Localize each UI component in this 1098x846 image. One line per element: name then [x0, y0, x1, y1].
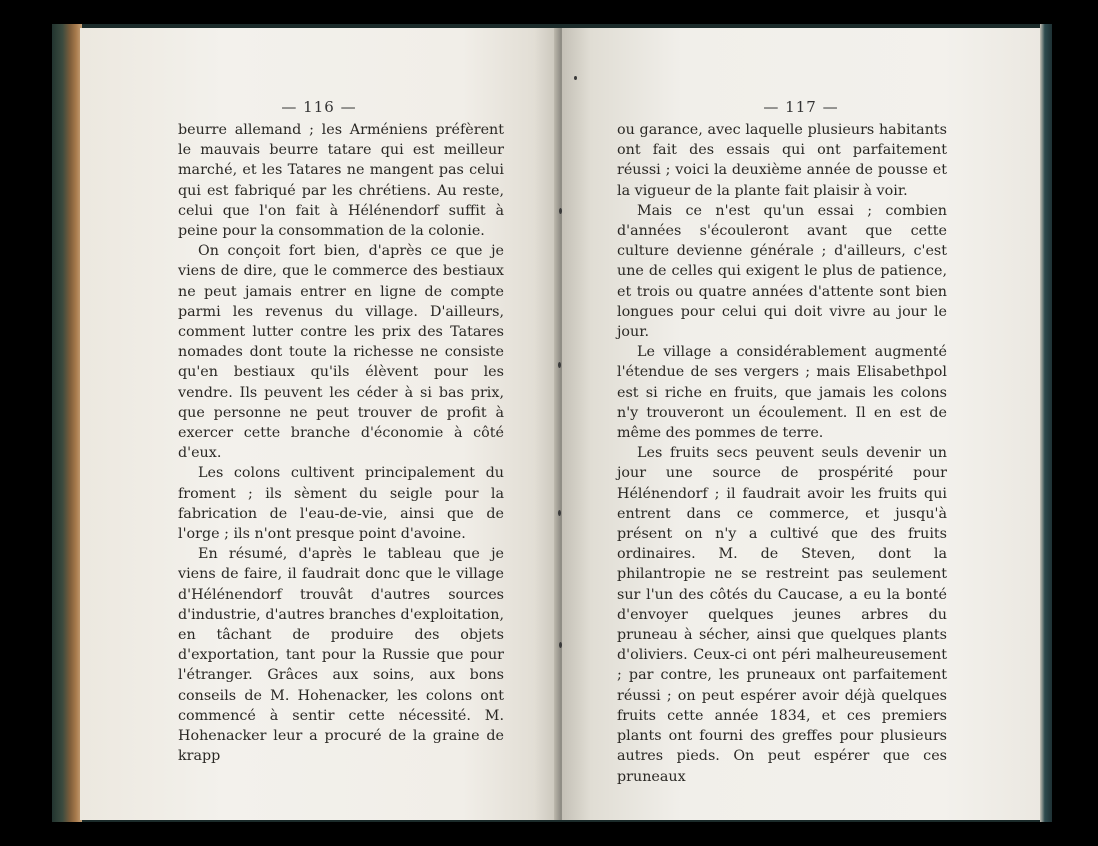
- left-paragraph-1: beurre allemand ; les Arméniens préfèrent le mauvais beurre tatare qui est meilleur marché, et les Tatares ne mangent pas celui qui est fabriqué par les chrétiens. Au reste, celui que l'on fait à Hélénendorf suffit à peine pour la consommation de la colonie.: [178, 122, 504, 240]
- right-paragraph-4: Les fruits secs peuvent seuls devenir un jour une source de prospérité pour Hélénendorf ; il faudrait avoir les fruits qui entrent dans ce commerce, et jusqu'à présent on n'y a cultivé que des fruits ordinaires. M. de Steven, dont la philantropie ne se restreint pas seulement sur l'un des côtés du Caucase, a eu la bonté d'envoyer quelques jeunes arbres du pruneau à sécher, ainsi que quelques plants d'oliviers. Ceux-ci ont péri malheureusement ; par contre, les pruneaux ont parfaitement réussi ; on peut espérer avoir déjà quelques fruits cette année 1834, et ces premiers plants ont fourni des greffes pour plusieurs autres pieds. On peut espérer que ces pruneaux: [617, 445, 947, 785]
- left-page: [80, 28, 558, 820]
- left-cover-edge: [52, 24, 82, 822]
- ink-speck: [574, 76, 577, 80]
- left-page-text: [178, 120, 504, 767]
- right-page: [562, 28, 1040, 820]
- ink-speck: [558, 362, 561, 368]
- right-paragraph-3: Le village a considérablement augmenté l'étendue de ses vergers ; mais Elisabethpol est si riche en fruits, que jamais les colons n'y trouveront un écoulement. Il en est de même des pommes de terre.: [617, 344, 947, 442]
- left-page-number: — 116 —: [281, 98, 357, 116]
- left-paragraph-2: On conçoit fort bien, d'après ce que je viens de dire, que le commerce des bestiaux ne peut jamais entrer en ligne de compte parmi les revenus du village. D'ailleurs, comment lutter contre les prix des Tatares nomades dont toute la richesse ne consiste qu'en bestiaux qu'ils élèvent pour les vendre. Ils peuvent les céder à si bas prix, que personne ne peut trouver de profit à exercer cette branche d'économie à côté d'eux.: [178, 243, 504, 462]
- right-paragraph-2: Mais ce n'est qu'un essai ; combien d'années s'écouleront avant que cette culture devienne générale ; d'ailleurs, c'est une de celles qui exigent le plus de patience, et trois ou quatre années d'attente sont bien longues pour celui qui doit vivre au jour le jour.: [617, 202, 947, 341]
- left-paragraph-3: Les colons cultivent principalement du froment ; ils sèment du seigle pour la fabrication de l'eau-de-vie, ainsi que de l'orge ; ils n'ont presque point d'avoine.: [178, 465, 504, 543]
- right-page-number: — 117 —: [763, 98, 839, 116]
- right-page-text: [617, 120, 947, 787]
- ink-speck: [559, 208, 562, 214]
- left-paragraph-4: En résumé, d'après le tableau que je viens de faire, il faudrait donc que le village d'Hélénendorf trouvât d'autres sources d'industrie, d'autres branches d'exploitation, en tâchant de produire des objets d'exportation, tant pour la Russie que pour l'étranger. Grâces aux soins, aux bons conseils de M. Hohenacker, les colons ont commencé à sentir cette nécessité. M. Hohenacker leur a procuré de la graine de krapp: [178, 546, 504, 765]
- ink-speck: [559, 642, 562, 648]
- right-cover-edge: [1040, 24, 1052, 822]
- ink-speck: [558, 510, 561, 516]
- right-paragraph-1: ou garance, avec laquelle plusieurs habitants ont fait des essais qui ont parfaitement réussi ; voici la deuxième année de pousse et la vigueur de la plante fait plaisir à voir.: [617, 122, 947, 199]
